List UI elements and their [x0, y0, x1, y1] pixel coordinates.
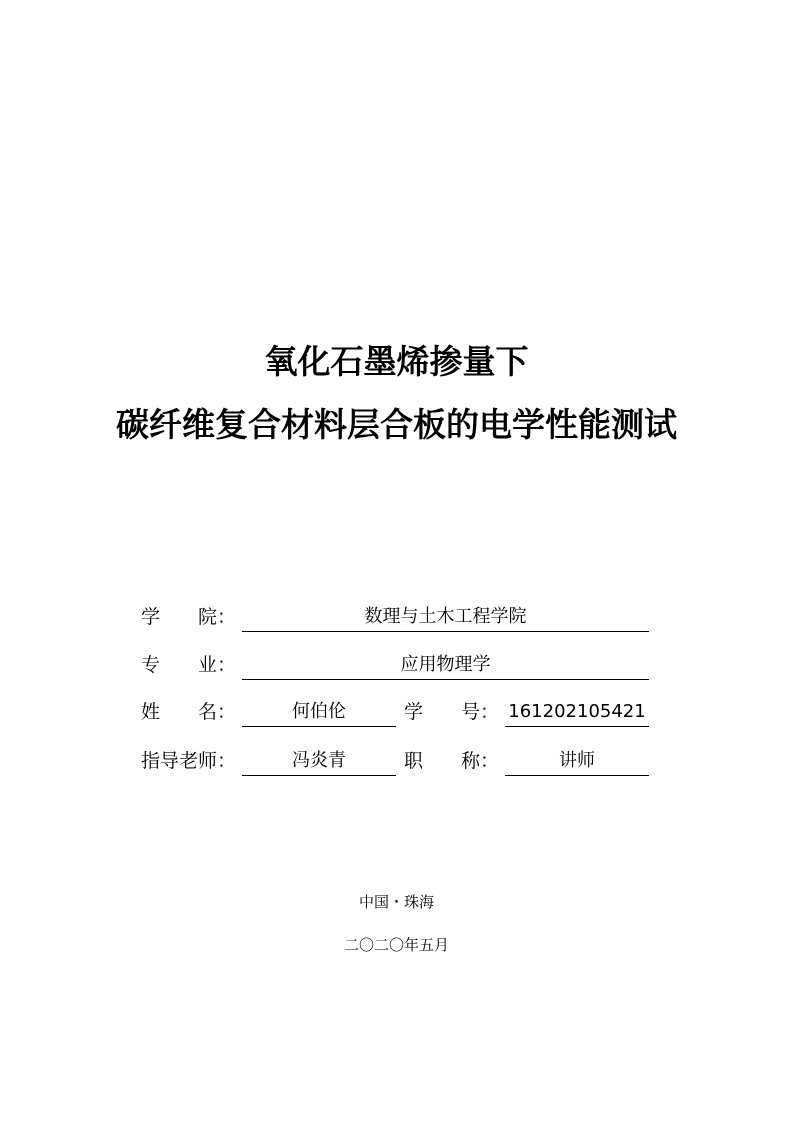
name-value: 何伯伦	[242, 698, 396, 727]
student-id-label: 学 号：	[404, 701, 500, 723]
major-label: 专 业：	[141, 654, 237, 676]
rank-label: 职 称：	[404, 750, 500, 772]
footer-date: 二〇二〇年五月	[343, 936, 449, 954]
college-label: 学 院：	[141, 606, 237, 628]
name-label: 姓 名：	[141, 701, 237, 723]
advisor-label: 指导老师：	[141, 750, 237, 772]
college-value: 数理与土木工程学院	[242, 603, 649, 632]
major-row	[141, 651, 651, 681]
college-row	[141, 603, 651, 633]
student-id-value: 161202105421	[505, 698, 649, 727]
advisor-value: 冯炎青	[242, 747, 396, 776]
thesis-title-line-2: 碳纤维复合材料层合板的电学性能测试	[116, 405, 677, 444]
major-value: 应用物理学	[242, 651, 649, 680]
advisor-rank-row	[141, 747, 651, 777]
footer-location: 中国・珠海	[358, 893, 434, 911]
thesis-title-line-1: 氧化石墨烯掺量下	[264, 342, 529, 381]
name-id-row	[141, 698, 651, 728]
rank-value: 讲师	[505, 747, 649, 776]
